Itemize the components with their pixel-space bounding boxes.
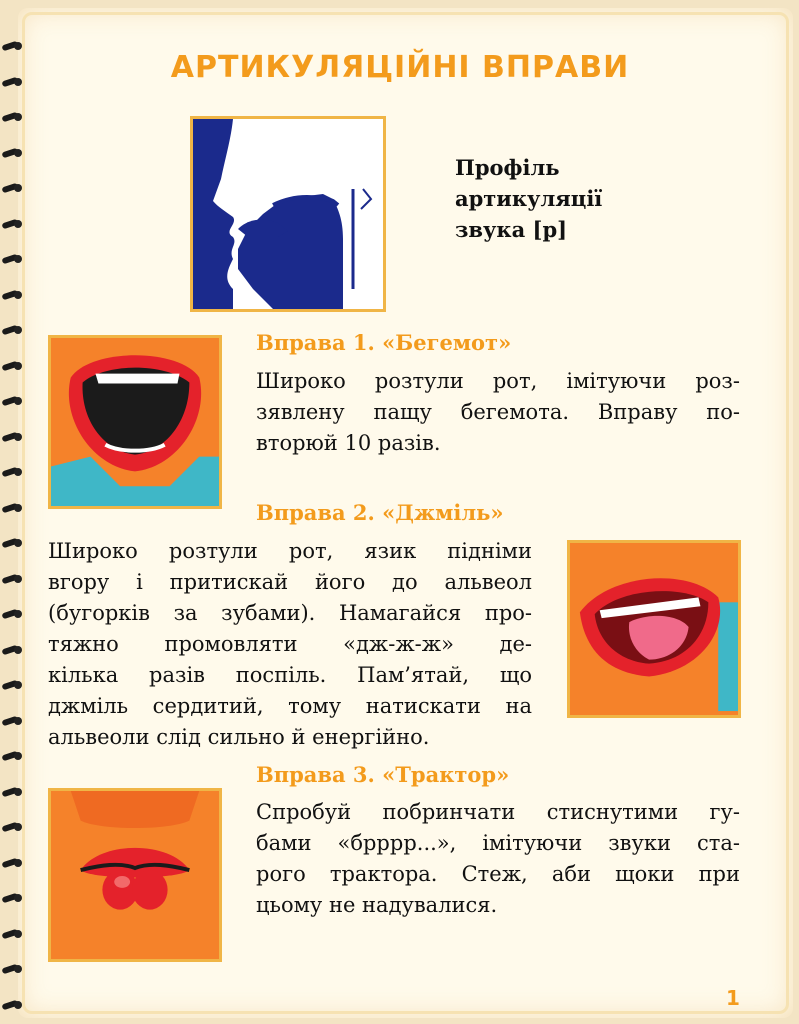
exercise-line: зявлену пащу бегемота. Вправу по- (256, 400, 740, 424)
profile-caption (455, 152, 655, 245)
head-profile-icon (193, 119, 383, 309)
pressed-lips-photo (48, 788, 222, 962)
open-mouth-photo (48, 335, 222, 509)
spiral-coil (2, 466, 26, 478)
spiral-coil (2, 502, 26, 514)
spiral-coil (2, 76, 26, 88)
spiral-coil (2, 182, 26, 194)
page-title: АРТИКУЛЯЦІЙНІ ВПРАВИ (170, 50, 630, 85)
spiral-coil (2, 431, 26, 443)
exercise-text (48, 536, 532, 753)
spiral-coil (2, 111, 26, 123)
spiral-coil (2, 253, 26, 265)
spiral-coil (2, 999, 26, 1011)
profile-caption-line: Профіль (455, 155, 560, 180)
spiral-coil (2, 963, 26, 975)
exercise-line: вгору і притискай його до альвеол (48, 570, 532, 594)
spiral-coil (2, 786, 26, 798)
exercise-line: Широко розтули рот, імітуючи роз- (256, 369, 740, 393)
exercise-line: альвеоли слід сильно й енергійно. (48, 725, 430, 749)
exercise-line: бами «брррр...», імітуючи звуки ста- (256, 831, 740, 855)
exercise-line: (бугорків за зубами). Намагайся про- (48, 601, 532, 625)
articulation-profile-diagram (190, 116, 386, 312)
tongue-raised-photo (567, 540, 741, 718)
spiral-coil (2, 289, 26, 301)
profile-caption-line: артикуляції (455, 186, 603, 211)
exercise-line: кілька разів поспіль. Пам’ятай, що (48, 663, 532, 687)
page-number: 1 (726, 986, 740, 1010)
spiral-coil (2, 395, 26, 407)
exercise-line: Широко розтули рот, язик підніми (48, 539, 532, 563)
spiral-coil (2, 40, 26, 52)
spiral-coil (2, 147, 26, 159)
spiral-binding (0, 0, 30, 1024)
spiral-coil (2, 537, 26, 549)
exercise-line: тяжно промовляти «дж-ж-ж» де- (48, 632, 532, 656)
spiral-coil (2, 573, 26, 585)
profile-caption-line: звука [р] (455, 217, 568, 242)
spiral-coil (2, 715, 26, 727)
exercise-line: вторюй 10 разів. (256, 431, 441, 455)
spiral-coil (2, 218, 26, 230)
exercise-line: Спробуй побринчати стиснутими гу- (256, 800, 740, 824)
exercise-text (256, 366, 740, 459)
exercise-title: Вправа 1. «Бегемот» (256, 330, 512, 355)
exercise-title: Вправа 2. «Джміль» (256, 500, 504, 525)
spiral-coil (2, 324, 26, 336)
spiral-coil (2, 928, 26, 940)
spiral-coil (2, 857, 26, 869)
spiral-coil (2, 360, 26, 372)
exercise-line: рого трактора. Стеж, аби щоки при (256, 862, 740, 886)
exercise-text (256, 797, 740, 921)
spiral-coil (2, 892, 26, 904)
spiral-coil (2, 821, 26, 833)
spiral-coil (2, 608, 26, 620)
spiral-coil (2, 679, 26, 691)
spiral-coil (2, 750, 26, 762)
exercise-line: цьому не надувалися. (256, 893, 498, 917)
spiral-coil (2, 644, 26, 656)
exercise-line: джміль сердитий, тому натискати на (48, 694, 532, 718)
exercise-title: Вправа 3. «Трактор» (256, 762, 510, 787)
